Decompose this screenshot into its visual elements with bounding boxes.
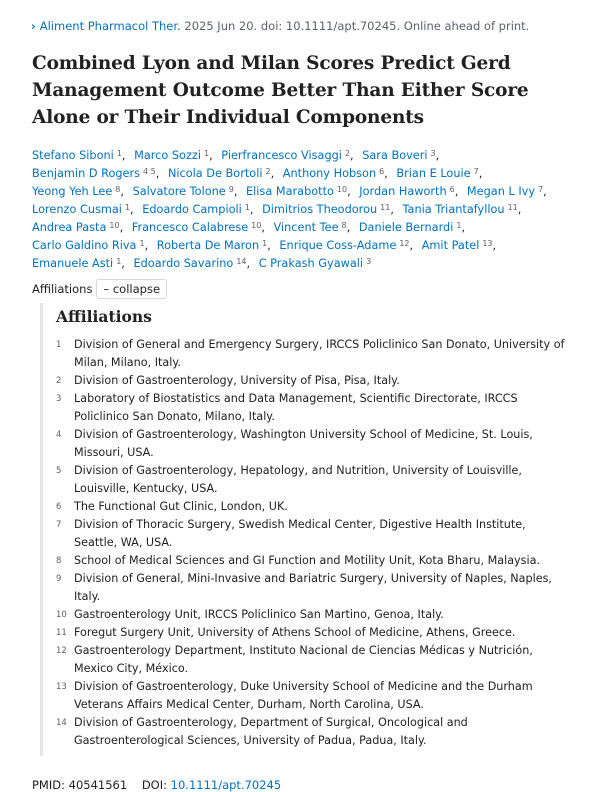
- author-link[interactable]: [396, 167, 478, 180]
- affiliations-panel: [40, 303, 568, 756]
- author-separator: ,: [478, 167, 483, 180]
- affiliation-item: [56, 624, 568, 642]
- author-link[interactable]: [32, 221, 120, 234]
- affiliation-item: [56, 462, 568, 498]
- author-name[interactable]: Nicola De Bortoli: [167, 167, 263, 180]
- author-link[interactable]: [32, 239, 145, 252]
- author-link[interactable]: [259, 257, 371, 270]
- author-link[interactable]: [467, 185, 543, 198]
- author-affiliation-ref[interactable]: 7: [473, 167, 479, 176]
- author-name[interactable]: Amit Patel: [421, 239, 480, 252]
- author-name[interactable]: Marco Sozzi: [134, 149, 201, 162]
- affiliation-number: 3: [56, 394, 62, 404]
- author-affiliation-ref[interactable]: 11: [380, 203, 391, 212]
- author-link[interactable]: [132, 221, 262, 234]
- pmid-value: 40541561: [68, 778, 128, 792]
- affiliation-text: Division of Thoracic Surgery, Swedish Medical Center, Digestive Health Institute, Seattle, WA, USA.: [74, 518, 526, 549]
- article-identifiers: [32, 778, 568, 792]
- author-link[interactable]: [359, 185, 454, 198]
- author-name[interactable]: Vincent Tee: [273, 221, 339, 234]
- affiliation-text: Division of Gastroenterology, University of Pisa, Pisa, Italy.: [74, 374, 400, 387]
- author-link[interactable]: [133, 257, 246, 270]
- author-name[interactable]: Emanuele Asti: [32, 257, 114, 270]
- author-separator: ,: [461, 221, 466, 234]
- author-link[interactable]: [32, 257, 121, 270]
- author-name[interactable]: Edoardo Savarino: [133, 257, 234, 270]
- affiliation-item: [56, 570, 568, 606]
- affiliation-number: 5: [56, 466, 62, 476]
- chevron-right-icon[interactable]: ›: [31, 19, 36, 33]
- author-separator: ,: [249, 203, 254, 216]
- author-separator: ,: [435, 149, 440, 162]
- author-link[interactable]: [359, 221, 462, 234]
- author-link[interactable]: [403, 203, 518, 216]
- journal-link[interactable]: Aliment Pharmacol Ther.: [39, 19, 181, 33]
- author-affiliation-ref[interactable]: 6: [449, 185, 455, 194]
- author-affiliation-ref[interactable]: 7: [538, 185, 544, 194]
- author-affiliation-ref[interactable]: 11: [507, 203, 518, 212]
- affiliation-number: 13: [56, 682, 67, 692]
- affiliation-number: 1: [56, 340, 62, 350]
- author-link[interactable]: [246, 185, 347, 198]
- affiliations-toggle-row: [32, 279, 568, 299]
- affiliation-item: [56, 426, 568, 462]
- author-separator: ,: [350, 149, 354, 162]
- affiliation-number: 14: [56, 718, 67, 728]
- author-name[interactable]: Stefano Siboni: [32, 149, 114, 162]
- article-title: Combined Lyon and Milan Scores Predict Gerd Management Outcome Better Than Either Score Alone or Their Individual Components: [32, 53, 529, 128]
- author-affiliation-ref[interactable]: 10: [251, 221, 262, 230]
- affiliation-text: Gastroenterology Department, Instituto Nacional de Ciencias Médicas y Nutrición, Mexico City, México.: [74, 644, 533, 675]
- author-separator: ,: [246, 257, 251, 270]
- affiliation-text: Gastroenterology Unit, IRCCS Policlinico San Martino, Genoa, Italy.: [74, 608, 444, 621]
- author-separator: ,: [346, 221, 351, 234]
- author-name[interactable]: Daniele Bernardi: [358, 221, 454, 234]
- author-affiliation-ref[interactable]: 1: [139, 239, 145, 248]
- affiliation-text: Foregut Surgery Unit, University of Athens School of Medicine, Athens, Greece.: [74, 626, 516, 639]
- affiliation-number: 10: [56, 610, 67, 620]
- author-affiliation-ref[interactable]: 8: [115, 185, 121, 194]
- affiliation-item: [56, 390, 568, 426]
- author-name[interactable]: Tania Triantafyllou: [402, 203, 505, 216]
- affiliation-number: 6: [56, 502, 62, 512]
- author-affiliation-ref[interactable]: 1: [244, 203, 250, 212]
- author-affiliation-ref[interactable]: 6: [379, 167, 385, 176]
- affiliation-item: [56, 678, 568, 714]
- affiliation-text: Division of Gastroenterology, Duke University School of Medicine and the Durham Veterans Affairs Medical Center, Durham, North Carolina, USA.: [74, 680, 533, 711]
- author-separator: ,: [409, 239, 414, 252]
- author-link[interactable]: [262, 203, 390, 216]
- author-affiliation-ref[interactable]: 14: [236, 257, 247, 266]
- affiliation-text: Laboratory of Biostatistics and Data Management, Scientific Directorate, IRCCS Policlinico San Donato, Milano, Italy.: [74, 392, 518, 423]
- author-link[interactable]: [32, 149, 122, 162]
- author-name[interactable]: Benjamin D Rogers: [32, 167, 141, 180]
- author-affiliation-ref[interactable]: 3: [366, 257, 372, 266]
- affiliation-text: Division of Gastroenterology, Hepatology, and Nutrition, University of Louisville, Louisville, Kentucky, USA.: [74, 464, 522, 495]
- affiliation-item: [56, 552, 568, 570]
- author-affiliation-ref[interactable]: 1: [203, 149, 210, 158]
- author-name[interactable]: Yeong Yeh Lee: [32, 185, 113, 198]
- author-separator: ,: [121, 149, 126, 162]
- author-name[interactable]: Edoardo Campioli: [142, 203, 242, 216]
- affiliation-item: [56, 606, 568, 624]
- author-affiliation-ref[interactable]: 10: [336, 185, 348, 194]
- author-name[interactable]: Anthony Hobson: [282, 167, 377, 180]
- author-link[interactable]: [168, 167, 271, 180]
- author-affiliation-ref[interactable]: 2: [344, 149, 351, 158]
- affiliation-number: 11: [56, 628, 67, 638]
- pmid-label: PMID:: [32, 778, 65, 792]
- author-separator: ,: [543, 185, 547, 198]
- affiliation-item: [56, 372, 568, 390]
- author-affiliation-ref[interactable]: 10: [109, 221, 120, 230]
- author-link[interactable]: [142, 203, 250, 216]
- author-link[interactable]: [279, 239, 409, 252]
- author-affiliation-ref[interactable]: 12: [399, 239, 410, 248]
- affiliation-item: [56, 642, 568, 678]
- author-link[interactable]: [274, 221, 347, 234]
- author-name[interactable]: Carlo Galdino Riva: [32, 239, 137, 252]
- affiliation-text: Division of General, Mini-Invasive and Bariatric Surgery, University of Naples, Naples, Italy.: [74, 572, 552, 603]
- affiliation-item: [56, 336, 568, 372]
- author-name[interactable]: Brian E Louie: [396, 167, 471, 180]
- author-name[interactable]: Elisa Marabotto: [246, 185, 334, 198]
- author-affiliation-ref[interactable]: 1: [124, 203, 131, 212]
- author-link[interactable]: [32, 185, 120, 198]
- author-separator: ,: [384, 167, 388, 180]
- citation-details: 2025 Jun 20. doi: 10.1111/apt.70245. Online ahead of print.: [180, 19, 530, 33]
- author-separator: ,: [233, 185, 238, 198]
- author-affiliation-ref[interactable]: 13: [482, 239, 493, 248]
- author-name[interactable]: Sara Boveri: [362, 149, 428, 162]
- author-separator: ,: [347, 185, 351, 198]
- author-separator: ,: [261, 221, 265, 234]
- author-name[interactable]: Enrique Coss-Adame: [279, 239, 397, 252]
- author-name[interactable]: Pierfrancesco Visaggi: [221, 149, 342, 162]
- author-link[interactable]: [157, 239, 267, 252]
- author-separator: ,: [492, 239, 497, 252]
- author-affiliation-ref[interactable]: 4 5: [143, 167, 156, 176]
- author-name[interactable]: Jordan Haworth: [359, 185, 447, 198]
- author-name[interactable]: Salvatore Tolone: [132, 185, 226, 198]
- affiliations-list: [56, 336, 568, 750]
- affiliation-number: 2: [56, 376, 62, 386]
- author-separator: ,: [119, 221, 124, 234]
- author-separator: ,: [270, 167, 275, 180]
- author-affiliation-ref[interactable]: 9: [228, 185, 234, 194]
- affiliations-heading: Affiliations: [56, 307, 152, 326]
- author-affiliation-ref[interactable]: 1: [116, 257, 122, 266]
- affiliation-text: The Functional Gut Clinic, London, UK.: [74, 500, 288, 513]
- affiliation-number: 7: [56, 520, 62, 530]
- author-name[interactable]: Francesco Calabrese: [131, 221, 249, 234]
- author-list: [32, 147, 568, 273]
- author-link[interactable]: [134, 149, 209, 162]
- author-link[interactable]: [283, 167, 384, 180]
- doi-label: DOI:: [141, 778, 167, 792]
- doi-link[interactable]: 10.1111/apt.70245: [170, 778, 282, 792]
- author-name[interactable]: Roberta De Maron: [156, 239, 260, 252]
- author-separator: ,: [209, 149, 213, 162]
- affiliations-label: Affiliations: [32, 282, 93, 296]
- affiliation-number: 9: [56, 574, 62, 584]
- author-separator: ,: [390, 203, 394, 216]
- author-separator: ,: [144, 239, 149, 252]
- author-affiliation-ref[interactable]: 8: [341, 221, 347, 230]
- affiliation-text: Division of Gastroenterology, Department of Surgical, Oncological and Gastroenterological Sciences, University of Padua, Padua, Italy.: [74, 716, 468, 747]
- author-separator: ,: [155, 167, 160, 180]
- author-link[interactable]: [221, 149, 350, 162]
- collapse-affiliations-button[interactable]: – collapse: [96, 279, 167, 299]
- author-name[interactable]: Andrea Pasta: [32, 221, 107, 234]
- affiliation-item: [56, 516, 568, 552]
- author-link[interactable]: [32, 167, 156, 180]
- affiliation-number: 12: [56, 646, 67, 656]
- affiliation-number: 4: [56, 430, 62, 440]
- author-separator: ,: [517, 203, 522, 216]
- author-name[interactable]: Megan L Ivy: [466, 185, 536, 198]
- author-separator: ,: [267, 239, 271, 252]
- author-name[interactable]: Lorenzo Cusmai: [32, 203, 122, 216]
- affiliation-item: [56, 498, 568, 516]
- citation-line: [31, 16, 568, 36]
- author-link[interactable]: [422, 239, 493, 252]
- affiliation-text: Division of General and Emergency Surgery, IRCCS Policlinico San Donato, University of Milan, Milano, Italy.: [74, 338, 565, 369]
- author-link[interactable]: [362, 149, 435, 162]
- affiliation-text: School of Medical Sciences and GI Function and Motility Unit, Kota Bharu, Malaysia.: [74, 554, 541, 567]
- affiliation-number: 8: [56, 556, 62, 566]
- author-name[interactable]: Dimitrios Theodorou: [262, 203, 378, 216]
- author-affiliation-ref[interactable]: 1: [456, 221, 462, 230]
- affiliation-item: [56, 714, 568, 750]
- author-affiliation-ref[interactable]: 3: [430, 149, 436, 158]
- author-affiliation-ref[interactable]: 1: [262, 239, 268, 248]
- author-separator: ,: [454, 185, 459, 198]
- author-separator: ,: [121, 257, 125, 270]
- author-link[interactable]: [32, 203, 130, 216]
- author-affiliation-ref[interactable]: 1: [116, 149, 122, 158]
- author-affiliation-ref[interactable]: 2: [265, 167, 271, 176]
- author-link[interactable]: [133, 185, 234, 198]
- author-separator: ,: [120, 185, 124, 198]
- author-name[interactable]: C Prakash Gyawali: [258, 257, 364, 270]
- author-separator: ,: [130, 203, 134, 216]
- affiliation-text: Division of Gastroenterology, Washington University School of Medicine, St. Louis, Missouri, USA.: [74, 428, 533, 459]
